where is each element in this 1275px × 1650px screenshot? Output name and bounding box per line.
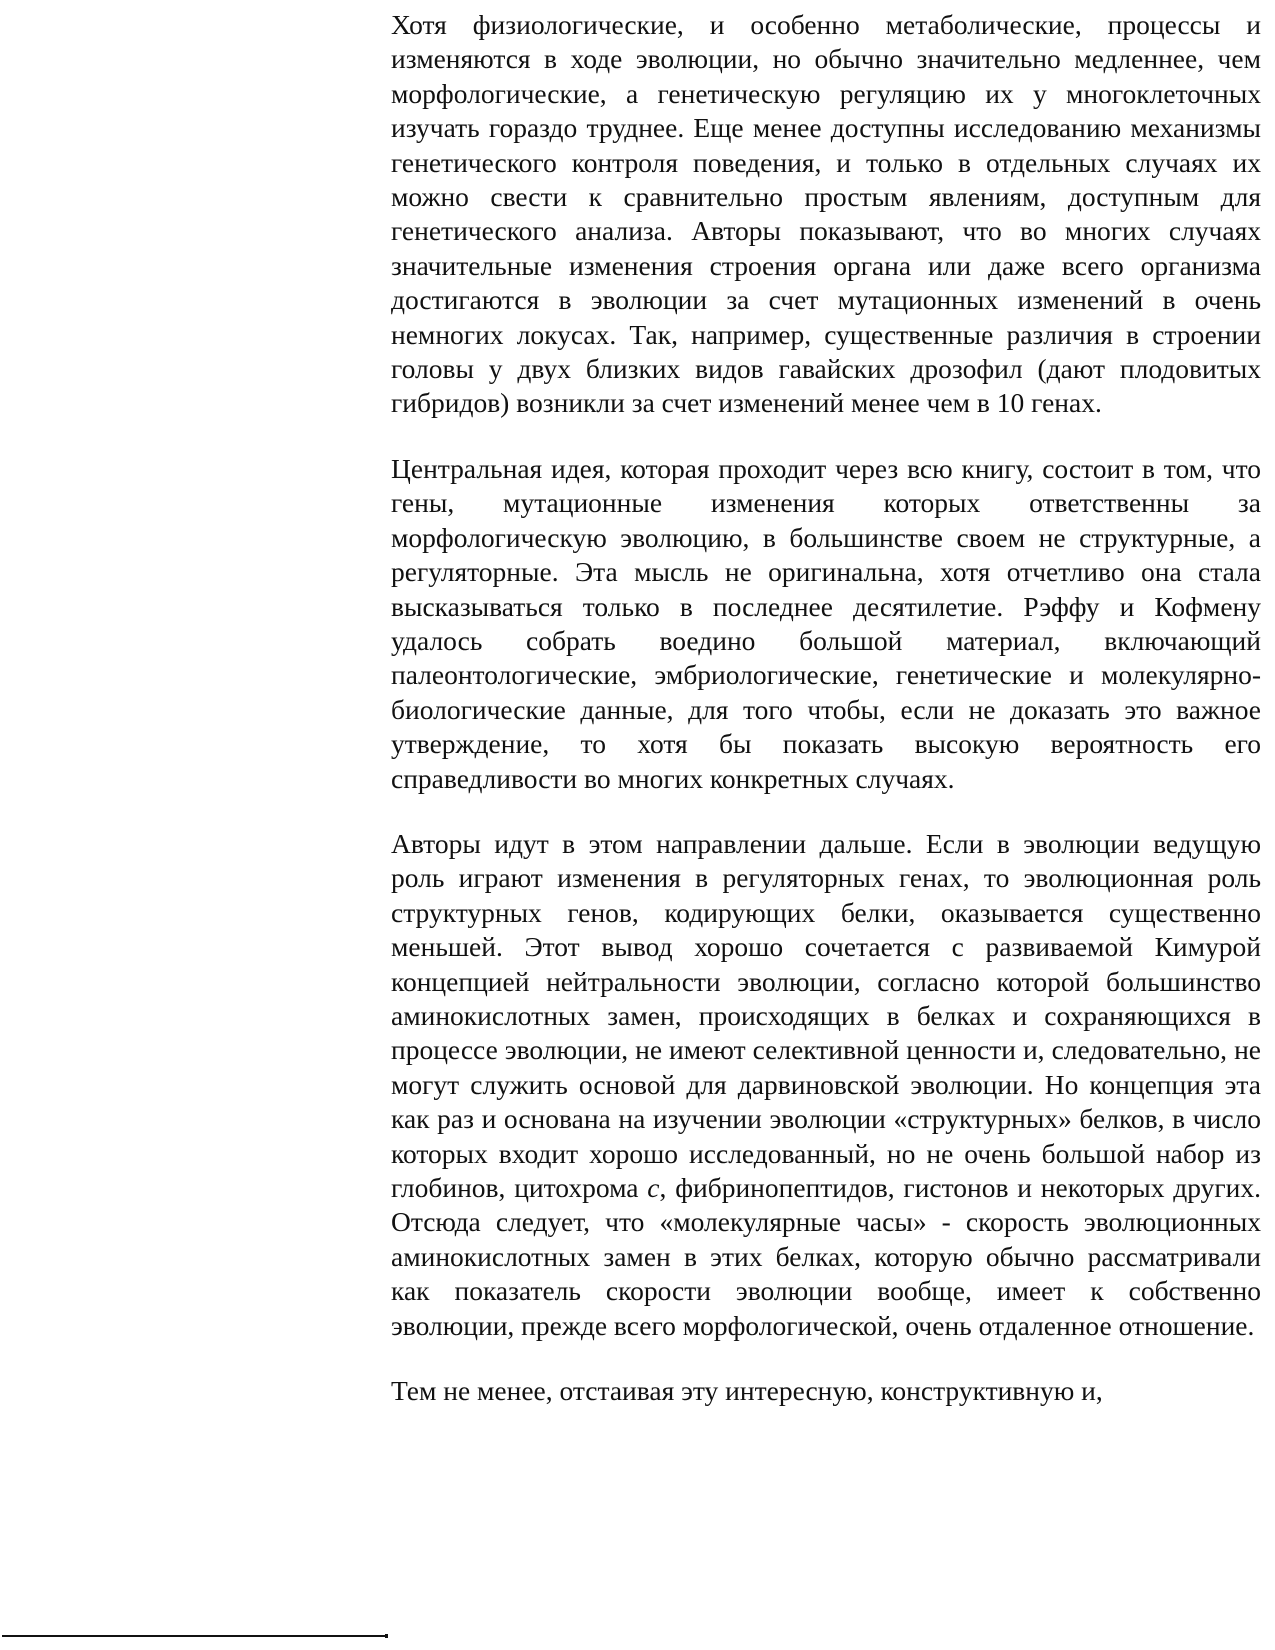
paragraph-molecular-clock — [391, 827, 1261, 1343]
paragraph-molecular-clock-part-2: , фибринопептидов, гистонов и некоторых других. Отсюда следует, что «молекулярные часы» - скорость эволюционных аминокислотных замен в этих белках, которую обычно рассматривали как показатель скорости эволюции вообще, имеет к собственно эволюции, прежде всего морфологической, очень отдаленное отношение. — [391, 1172, 1261, 1341]
body-text-column — [391, 8, 1261, 1408]
paragraph-physiology: Хотя физиологические, и особенно метаболические, процессы и изменяются в ходе эволюции, но обычно значительно медленнее, чем морфологические, а генетическую регуляцию их у многоклеточных изучать гораздо труднее. Еще менее доступны исследованию механизмы генетического контроля поведения, и только в отдельных случаях их можно свести к сравнительно простым явлениям, доступным для генетического анализа. Авторы показывают, что во многих случаях значительные изменения строения органа или даже всего организма достигаются в эволюции за счет мутационных изменений в очень немногих локусах. Так, например, существенные различия в строении головы у двух близких видов гавайских дрозофил (дают плодовитых гибридов) возникли за счет изменений менее чем в 10 генах. — [391, 9, 1261, 419]
footnote-separator-line — [2, 1635, 388, 1637]
paragraph-continuation: Тем не менее, отстаивая эту интересную, конструктивную и, — [391, 1375, 1103, 1407]
paragraph-central-idea: Центральная идея, которая проходит через всю книгу, состоит в том, что гены, мутационные изменения которых ответственны за морфологическую эволюцию, в большинстве своем не структурные, а регуляторные. Эта мысль не оригинальна, хотя отчетливо она стала высказываться только в последнее десятилетие. Рэффу и Кофмену удалось собрать воедино большой материал, включающий палеонтологические, эмбриологические, генетические и молекулярно-биологические данные, для того чтобы, если не доказать это важное утверждение, то хотя бы показать высокую вероятность его справедливости во многих конкретных случаях. — [391, 452, 1261, 794]
cytochrome-c-italic: с — [647, 1172, 660, 1203]
paragraph-molecular-clock-part-1: Авторы идут в этом направлении дальше. Если в эволюции ведущую роль играют изменения в регуляторных генах, то эволюционная роль структурных генов, кодирующих белки, оказывается существенно меньшей. Этот вывод хорошо сочетается с развиваемой Кимурой концепцией нейтральности эволюции, согласно которой большинство аминокислотных замен, происходящих в белках и сохраняющихся в процессе эволюции, не имеют селективной ценности и, следовательно, не могут служить основой для дарвиновской эволюции. Но концепция эта как раз и основана на изучении эволюции «структурных» белков, в число которых входит хорошо исследованный, но не очень большой набор из глобинов, цитохрома — [391, 827, 1261, 1203]
footnote-separator-end-mark — [385, 1634, 388, 1638]
